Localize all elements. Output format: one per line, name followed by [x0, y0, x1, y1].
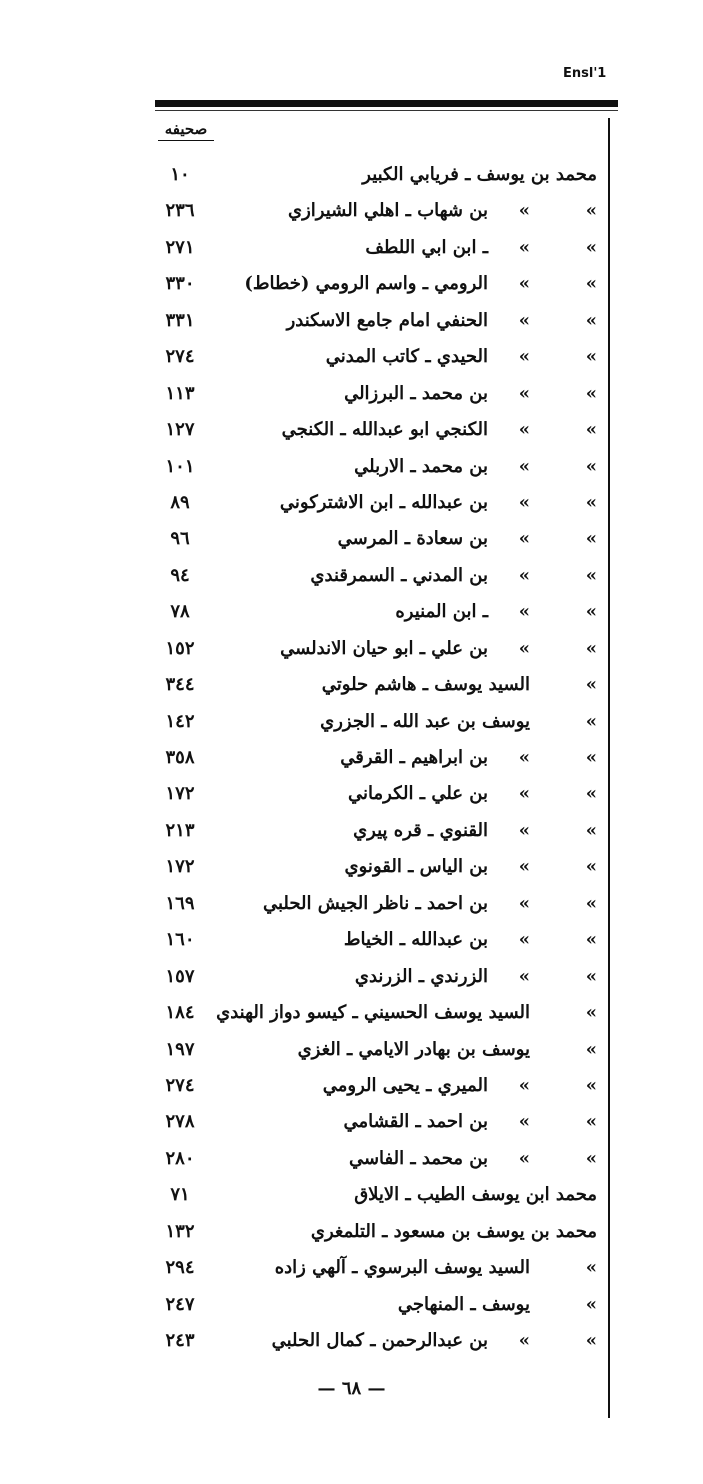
index-entry-row: [0, 707, 703, 743]
entry-name-col-3: بن علي ـ ابو حيان الاندلسي: [280, 637, 488, 659]
entry-page-number: ١٧٢: [165, 856, 195, 878]
entry-name-col-3: بن الياس ـ القونوي: [344, 856, 488, 878]
entry-page-number: ١٩٧: [165, 1038, 195, 1060]
entry-name-col-3: بن المدني ـ السمرقندي: [310, 564, 488, 586]
index-entry-row: [0, 196, 703, 232]
entry-name-col-1: محمد بن يوسف بن مسعود ـ التلمغري: [310, 1220, 597, 1242]
index-entry-row: [0, 306, 703, 342]
entry-name-col-3: القنوي ـ قره پيري: [353, 819, 488, 841]
page-number: — ٦٨ —: [317, 1378, 386, 1399]
entry-name-col-1: »: [585, 236, 597, 258]
page-column-label: صحيفه: [158, 120, 214, 141]
entry-name-col-2: »: [518, 819, 530, 841]
entry-name-col-2: »: [518, 965, 530, 987]
entry-name-col-1: »: [585, 819, 597, 841]
index-entry-row: [0, 634, 703, 670]
entry-page-number: ١٧٢: [165, 783, 195, 805]
entry-name-col-1: »: [585, 491, 597, 513]
entry-name-col-2: »: [518, 747, 530, 768]
index-entry-row: [0, 561, 703, 597]
index-entry-row: [0, 852, 703, 888]
entry-page-number: ٢٧١: [165, 236, 195, 258]
entry-name-col-1: »: [585, 273, 597, 295]
entry-name-col-3: الزرندي ـ الزرندي: [354, 965, 488, 987]
entry-page-number: ١٨٤: [165, 1002, 195, 1024]
entry-page-number: ٢٧٨: [165, 1111, 195, 1133]
entry-page-number: ٩٤: [170, 564, 190, 586]
index-entry-row: [0, 379, 703, 415]
entry-name-col-2: »: [518, 528, 530, 550]
entry-name-col-1: »: [585, 1074, 597, 1096]
index-entry-row: [0, 1290, 703, 1326]
entry-name-col-2: »: [518, 856, 530, 878]
entry-name-col-2: يوسف ـ المنهاجي: [397, 1293, 530, 1315]
index-entry-row: [0, 889, 703, 925]
entry-name-col-2: »: [518, 892, 530, 914]
entry-name-col-1: »: [585, 1111, 597, 1133]
index-entry-row: [0, 1144, 703, 1180]
index-entry-row: [0, 1071, 703, 1107]
entry-name-col-2: »: [518, 236, 530, 258]
entry-name-col-1: »: [585, 419, 597, 441]
entry-name-col-1: »: [585, 455, 597, 477]
entry-name-col-3: الكنجي ابو عبدالله ـ الكنجي: [281, 419, 488, 441]
entry-page-number: ٢٨٠: [165, 1147, 195, 1169]
index-entry-row: [0, 1217, 703, 1253]
entry-name-col-3: الحيدي ـ كاتب المدني: [325, 346, 488, 368]
entry-page-number: ١١٣: [165, 382, 195, 404]
entry-page-number: ٧٨: [170, 601, 190, 623]
entry-name-col-3: بن عبدالله ـ ابن الاشتركوني: [279, 491, 488, 513]
entry-name-col-3: بن احمد ـ القشامي: [343, 1111, 488, 1133]
entry-name-col-3: بن احمد ـ ناظر الجيش الحلبي: [262, 892, 488, 914]
entry-name-col-2: السيد يوسف البرسوي ـ آلهي زاده: [274, 1257, 530, 1279]
entry-name-col-1: »: [585, 783, 597, 805]
index-entry-row: [0, 743, 703, 779]
index-entry-row: [0, 415, 703, 451]
entry-page-number: ١٢٧: [165, 419, 195, 441]
entry-name-col-1: »: [585, 929, 597, 951]
entry-name-col-2: »: [518, 273, 530, 295]
index-entry-row: [0, 925, 703, 961]
entry-page-number: ٢٣٦: [165, 200, 195, 222]
entry-page-number: ١٦٩: [165, 892, 195, 914]
index-entry-row: [0, 488, 703, 524]
index-entry-row: [0, 269, 703, 305]
entry-name-col-1: »: [585, 1038, 597, 1060]
entry-name-col-1: »: [585, 856, 597, 878]
entry-name-col-2: »: [518, 1111, 530, 1133]
index-entry-row: [0, 524, 703, 560]
entry-name-col-3: بن محمد ـ البرزالي: [344, 382, 488, 404]
entry-name-col-2: »: [518, 564, 530, 586]
entry-name-col-1: »: [585, 200, 597, 222]
index-entry-row: [0, 1326, 703, 1362]
index-entry-row: [0, 1107, 703, 1143]
entry-page-number: ٢١٣: [165, 819, 195, 841]
entry-page-number: ١٣٢: [165, 1220, 195, 1242]
entry-name-col-1: »: [585, 1257, 597, 1279]
entry-page-number: ٨٩: [170, 491, 190, 513]
index-entry-row: [0, 160, 703, 196]
entry-name-col-2: »: [518, 637, 530, 659]
entry-page-number: ٢٧٤: [165, 1074, 195, 1096]
entry-name-col-2: »: [518, 1330, 530, 1351]
entry-name-col-3: بن سعادة ـ المرسي: [337, 528, 488, 550]
index-entry-row: [0, 998, 703, 1034]
entry-name-col-1: »: [585, 965, 597, 987]
entry-name-col-1: »: [585, 1147, 597, 1169]
entry-name-col-2: »: [518, 1074, 530, 1096]
entry-name-col-2: »: [518, 200, 530, 222]
entry-name-col-1: »: [585, 1002, 597, 1024]
entry-page-number: ٣٣٠: [165, 273, 195, 295]
entry-name-col-1: محمد بن يوسف ـ فريابي الكبير: [362, 164, 597, 185]
index-entry-row: [0, 962, 703, 998]
entry-name-col-3: بن عبدالرحمن ـ كمال الحلبي: [271, 1330, 488, 1351]
entry-name-col-3: الميري ـ يحيى الرومي: [322, 1074, 488, 1096]
entry-name-col-2: »: [518, 455, 530, 477]
entry-name-col-1: »: [585, 382, 597, 404]
entry-name-col-2: السيد يوسف ـ هاشم حلوتي: [321, 674, 530, 696]
entry-name-col-2: »: [518, 1147, 530, 1169]
entry-page-number: ١٥٢: [165, 637, 195, 659]
entry-page-number: ١٠١: [165, 455, 195, 477]
entry-name-col-1: »: [585, 674, 597, 696]
entry-name-col-3: بن علي ـ الكرماني: [348, 783, 488, 805]
index-entry-row: [0, 816, 703, 852]
entry-name-col-2: »: [518, 783, 530, 805]
entry-name-col-2: »: [518, 601, 530, 623]
entry-page-number: ٢٧٤: [165, 346, 195, 368]
entry-name-col-3: بن عبدالله ـ الخياط: [343, 929, 488, 951]
index-entry-row: [0, 670, 703, 706]
entry-name-col-1: »: [585, 747, 597, 768]
entry-name-col-3: ـ ابن المنيره: [395, 601, 488, 623]
index-entry-row: [0, 342, 703, 378]
entry-name-col-1: »: [585, 637, 597, 659]
index-entry-row: [0, 779, 703, 815]
entry-page-number: ٣٤٤: [165, 674, 195, 696]
entry-name-col-1: »: [585, 1330, 597, 1351]
index-entry-row: [0, 1253, 703, 1289]
catalog-mark: Ensl'1: [563, 66, 607, 81]
entry-name-col-2: »: [518, 929, 530, 951]
index-entry-row: [0, 1180, 703, 1216]
entry-name-col-1: »: [585, 710, 597, 732]
entry-name-col-1: »: [585, 564, 597, 586]
entry-name-col-3: الحنفي امام جامع الاسكندر: [286, 309, 488, 331]
entry-name-col-2: »: [518, 346, 530, 368]
entry-page-number: ٢٩٤: [165, 1257, 195, 1279]
entry-name-col-3: بن ابراهيم ـ القرقي: [340, 747, 488, 768]
entry-name-col-2: »: [518, 419, 530, 441]
entry-name-col-2: يوسف بن عبد الله ـ الجزري: [320, 710, 530, 732]
entry-name-col-3: بن محمد ـ الاربلي: [354, 455, 488, 477]
entry-name-col-2: »: [518, 309, 530, 331]
entry-name-col-3: الرومي ـ واسم الرومي (خطاط): [244, 273, 488, 295]
entry-page-number: ١٤٢: [165, 710, 195, 732]
entry-page-number: ٣٣١: [165, 309, 195, 331]
entry-page-number: ٣٥٨: [165, 747, 195, 768]
entry-page-number: ١٠: [170, 164, 190, 185]
entry-page-number: ١٥٧: [165, 965, 195, 987]
entry-page-number: ٢٤٣: [165, 1330, 195, 1351]
index-entries: [0, 160, 703, 1362]
header-thin-rule: [155, 110, 618, 111]
entry-page-number: ٩٦: [170, 528, 190, 550]
entry-name-col-2: يوسف بن بهادر الايامي ـ الغزي: [297, 1038, 530, 1060]
header-thick-rule: [155, 100, 618, 107]
entry-page-number: ٧١: [170, 1184, 190, 1206]
entry-page-number: ١٦٠: [165, 929, 195, 951]
entry-name-col-1: »: [585, 346, 597, 368]
entry-name-col-1: »: [585, 892, 597, 914]
index-entry-row: [0, 452, 703, 488]
entry-name-col-1: »: [585, 528, 597, 550]
index-entry-row: [0, 597, 703, 633]
index-entry-row: [0, 1035, 703, 1071]
index-entry-row: [0, 233, 703, 269]
entry-name-col-3: بن شهاب ـ اهلي الشيرازي: [287, 200, 488, 222]
entry-name-col-2: »: [518, 491, 530, 513]
entry-name-col-1: »: [585, 309, 597, 331]
entry-name-col-2: السيد يوسف الحسيني ـ كيسو دواز الهندي: [216, 1002, 530, 1024]
entry-name-col-3: ـ ابن ابي اللطف: [365, 236, 488, 258]
entry-name-col-2: »: [518, 382, 530, 404]
entry-name-col-3: بن محمد ـ الفاسي: [348, 1147, 488, 1169]
entry-page-number: ٢٤٧: [165, 1293, 195, 1315]
entry-name-col-1: »: [585, 1293, 597, 1315]
entry-name-col-1: محمد ابن يوسف الطيب ـ الايلاق: [354, 1184, 597, 1206]
entry-name-col-1: »: [585, 601, 597, 623]
